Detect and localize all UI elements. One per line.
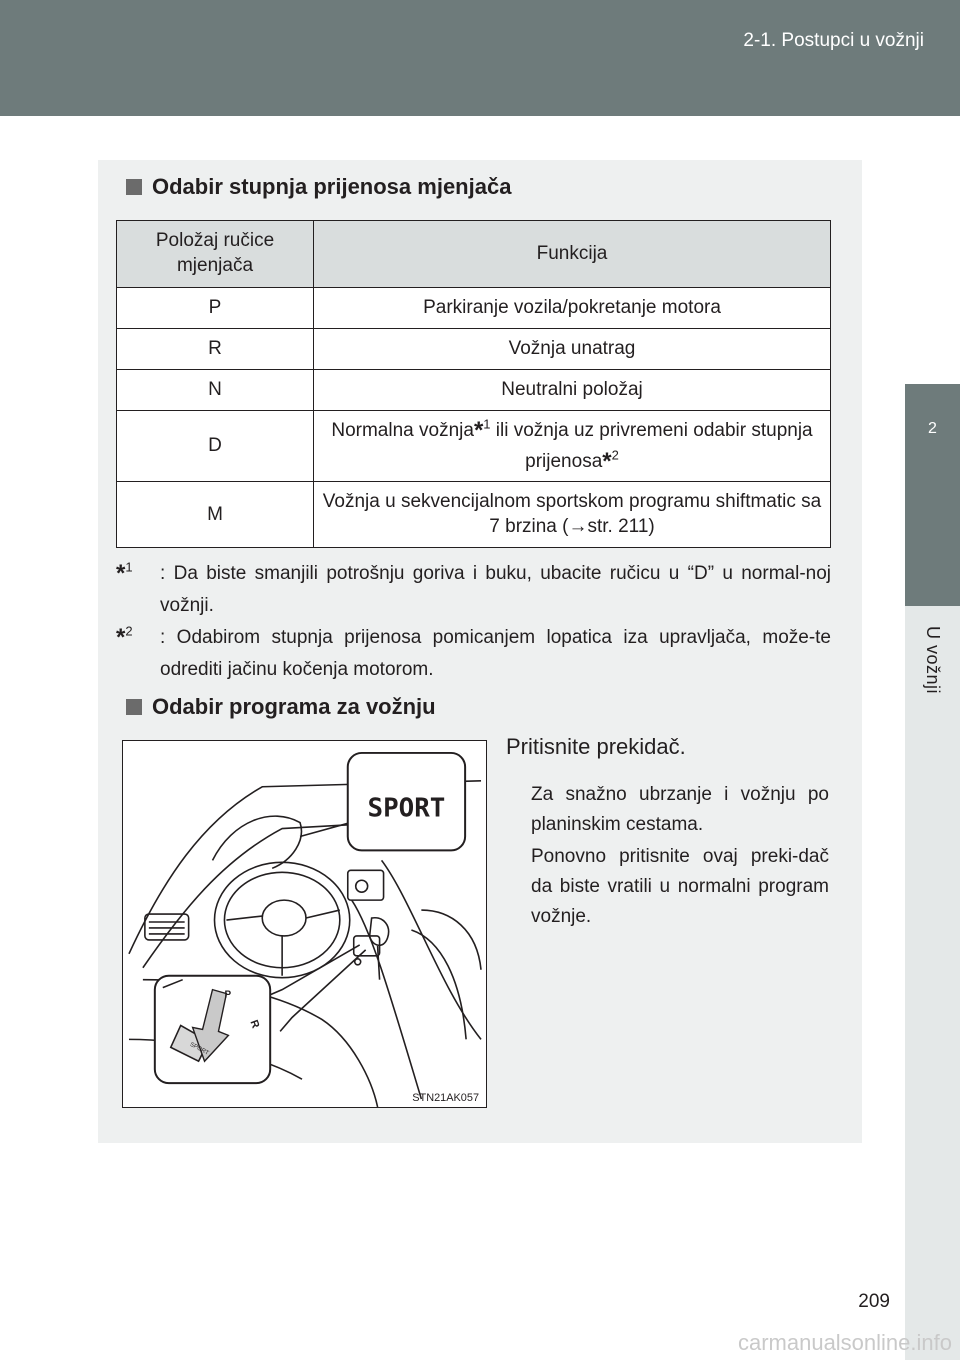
footnote-mark: 2 — [125, 623, 133, 639]
footnote-2 — [116, 622, 831, 686]
table-row — [117, 482, 831, 548]
chapter-tab — [905, 384, 960, 606]
header-band — [0, 0, 960, 116]
footnote-1 — [116, 558, 831, 622]
gear-function — [314, 411, 831, 482]
table-row — [117, 329, 831, 370]
gear-function: Vožnja unatrag — [314, 329, 831, 370]
gear-position: R — [117, 329, 314, 370]
table-row — [117, 370, 831, 411]
illustration-code: STN21AK057 — [412, 1092, 480, 1105]
gear-function: Parkiranje vozila/pokretanje motora — [314, 288, 831, 329]
footnote-star-icon: * — [602, 448, 612, 476]
section1-heading — [126, 174, 511, 200]
col-header-position: Položaj ručice mjenjača — [117, 221, 314, 288]
paragraph: Za snažno ubrzanje i vožnju po planinskim cestama. — [531, 784, 829, 835]
section-label: 2-1. Postupci u vožnji — [743, 30, 924, 51]
sport-switch-illustration — [122, 740, 487, 1108]
footnote-star-icon: * — [116, 624, 126, 651]
section2-title: Odabir programa za vožnju — [152, 694, 436, 719]
section1-title: Odabir stupnja prijenosa mjenjača — [152, 174, 512, 199]
gear-position: N — [117, 370, 314, 411]
chapter-number: 2 — [928, 420, 937, 437]
function-text-b: ili vožnja uz privremeni odabir stupnja prijenosa — [490, 420, 813, 473]
bullet-square-icon — [126, 179, 142, 195]
gear-position: M — [117, 482, 314, 548]
gear-function: Neutralni položaj — [314, 370, 831, 411]
gear-position: D — [117, 411, 314, 482]
gear-p-label: P — [224, 989, 232, 1001]
gear-function: Vožnja u sekvencijalnom sportskom programu shiftmatic sa 7 brzina (→str. 211) — [314, 482, 831, 548]
footnote-star-icon: * — [473, 417, 484, 444]
bullet-square-icon — [126, 699, 142, 715]
table-row — [117, 411, 831, 482]
footnote-ref: 2 — [611, 447, 619, 463]
col-header-function: Funkcija — [314, 221, 831, 288]
gear-r-label: R — [247, 1018, 262, 1030]
footnote-mark: 1 — [125, 559, 133, 575]
gear-table — [116, 220, 831, 548]
table-row — [117, 288, 831, 329]
page-number: 209 — [858, 1291, 890, 1312]
paragraph: Ponovno pritisnite ovaj preki-dač da biste vratili u normalni program vožnje. — [531, 846, 829, 927]
section2-heading — [126, 694, 436, 720]
footnote-text: : Odabirom stupnja prijenosa pomicanjem lopatica iza upravljača, može-te odrediti jačinu kočenja motorom. — [160, 627, 831, 680]
footnote-text: : Da biste smanjili potrošnju goriva i buku, ubacite ručicu u “D” u normal-noj vožnji. — [160, 563, 831, 616]
sport-button-label: SPORT — [188, 1041, 210, 1057]
chapter-label: U vožnji — [923, 626, 943, 695]
watermark: carmanualsonline.info — [737, 1330, 952, 1355]
sport-callout-label: SPORT — [367, 793, 446, 824]
chapter-strip — [905, 606, 960, 1360]
footnote-star-icon: * — [116, 560, 126, 587]
instruction: Pritisnite prekidač. — [506, 734, 686, 759]
function-text-a: Normalna vožnja — [331, 420, 474, 441]
table-header-row — [117, 221, 831, 288]
footnote-ref: 1 — [483, 416, 491, 432]
gear-position: P — [117, 288, 314, 329]
